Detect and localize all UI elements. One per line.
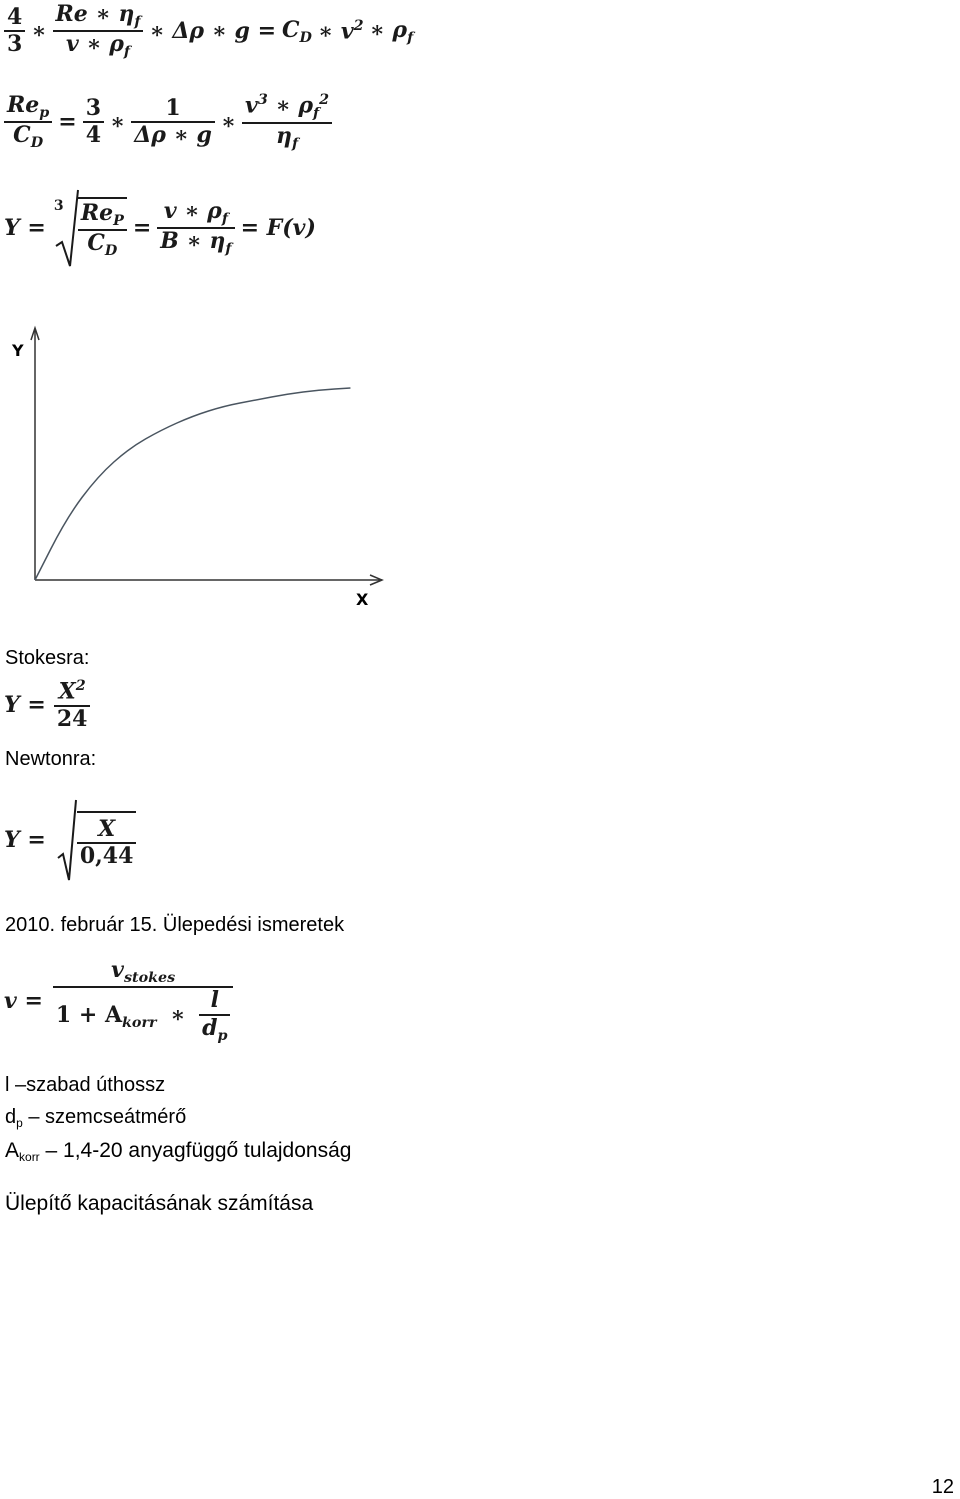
x-axis-label: X	[356, 590, 369, 609]
date-title: 2010. február 15. Ülepedési ismeretek	[5, 914, 345, 936]
legend-mean-free-path: l –szabad úthossz	[5, 1074, 166, 1096]
stokes-label: Stokesra:	[5, 647, 90, 669]
formula-cunningham-correction: v = $v_{stokes}$ $1 + A_{korr}$ ∗ $\frac{l}{d_p}$	[4, 958, 233, 1044]
formula-rep-over-cd: $\frac{Re_p}{C_D}$ = $\frac{3}{4}$ ∗ $\frac{1}{\Delta\rho ∗ g}$ ∗ $\frac{v^3 ∗ \rho_f^2}{\eta_f}$	[4, 92, 332, 152]
page-number: 12	[931, 1476, 954, 1498]
formula-drag-balance: $\frac{4}{3}$ ∗ $\frac{Re ∗ \eta_f}{v ∗ \rho_f}$ ∗ Δρ ∗ g = $C_D$ ∗ $v^2$ ∗ $\rho_f$	[4, 2, 413, 61]
newton-label: Newtonra:	[5, 748, 97, 770]
series-line-0	[35, 388, 350, 580]
formula-newton: Y = $\frac{X}{0,44}$	[4, 798, 136, 882]
y-vs-x-chart	[0, 322, 400, 612]
formula-stokes: Y = $\frac{X^2}{24}$	[4, 678, 90, 732]
legend-particle-diameter: $d_p$ – szemcseátmérő	[5, 1106, 187, 1130]
legend-correction-factor: $A_{korr} - 1,4-20$ anyagfüggő tulajdonság	[5, 1139, 352, 1164]
y-axis-label: Y	[12, 341, 24, 360]
section-heading: Ülepítő kapacitásának számítása	[5, 1192, 314, 1215]
radical-sign	[56, 798, 78, 882]
formula-y-definition: Y = 3 $\frac{Re_P}{C_D}$ = $\frac{v ∗ \rho_f}{B ∗ \eta_f}$ = F(v)	[4, 188, 322, 268]
